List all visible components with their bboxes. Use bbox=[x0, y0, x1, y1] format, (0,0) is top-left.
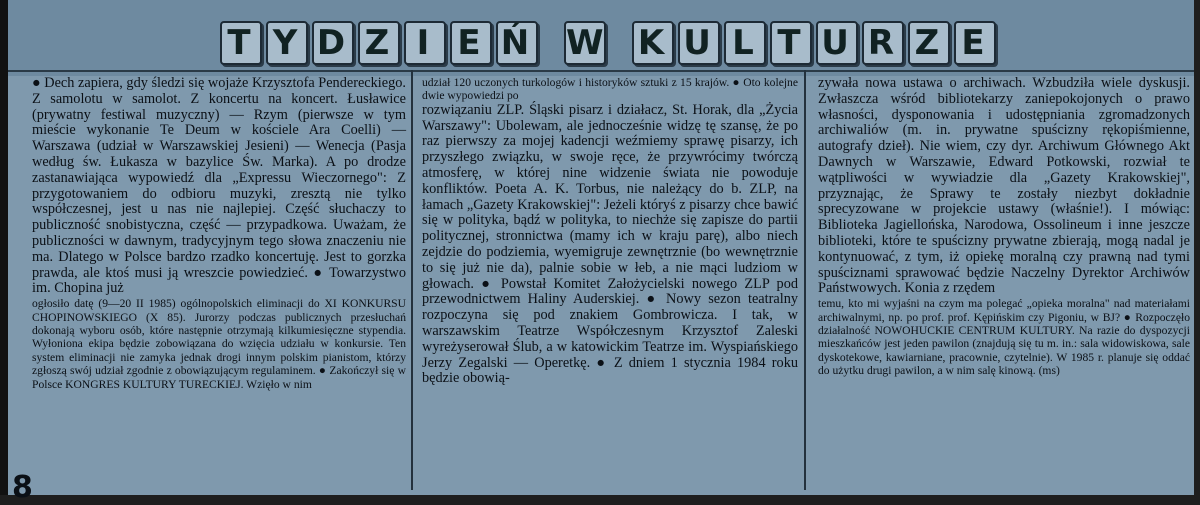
page-edge bbox=[0, 0, 8, 495]
title-letter: Z bbox=[908, 21, 950, 65]
column-2-small-text: udział 120 uczonych turkologów i historyków sztuki z 15 krajów. ● Oto kolejne dwie wypowiedzi po bbox=[422, 76, 798, 103]
title-letter: E bbox=[450, 21, 492, 65]
column-3-small-text: temu, kto mi wyjaśni na czym ma polegać „opieka moralna" nad materiałami archiwalnymi, np. po prof. prof. Kępińskim czy Pigoniu, w BJ? ● Rozpoczęło działalność NOWOHUCKIE CENTRUM KULTURY. Na razie do dyspozycji mieszkańców jest jeden pawilon (znajdują się tu m. in.: sala widowiskowa, sale dyskotekowe, kawiarniane, pracownie, czytelnie). W 1985 r. planuje się oddać do użytku drugi pawilon, a w nim salę kinową. (ms) bbox=[818, 297, 1190, 378]
title-letter: T bbox=[770, 21, 812, 65]
title-letter: R bbox=[862, 21, 904, 65]
column-1 bbox=[32, 76, 406, 481]
title-letter: L bbox=[724, 21, 766, 65]
title-letter: Y bbox=[266, 21, 308, 65]
title-letter: T bbox=[220, 21, 262, 65]
page-title bbox=[220, 22, 1020, 64]
column-1-small-text: ogłosiło datę (9—20 II 1985) ogólnopolskich eliminacji do XI KONKURSU CHOPINOWSKIEGO (X 85). Jurorzy podczas publicznych przesłuchań dokonają wyboru osób, które następnie otrzymają kilkumiesięczne stypendia. Wyłoniona ekipa będzie zobowiązana do wzięcia udziału w konkursie. Ten system eliminacji nie zamyka jednak drogi innym polskim pianistom, którzy zgłoszą swój udział zgodnie z obowiązującym regulaminem. ● Zakończył się w Polsce KONGRES KULTURY TURECKIEJ. Wzięło w nim bbox=[32, 297, 406, 391]
title-letter: I bbox=[404, 21, 446, 65]
column-2 bbox=[422, 76, 798, 481]
column-3-text: zywała nowa ustawa o archiwach. Wzbudziła wiele dyskusji. Zwłaszcza wśród bibliotekarzy zaniepokojonych o prawo własności, dysponowania i udostępniania zgromadzonych archiwaliów (m. in. prywatne spuścizny rękopiśmienne, autografy dzieł). Nie wiem, czy dyr. Archiwum Głównego Akt Dawnych w Warszawie, Edward Potkowski, rozwiał te wątpliwości w wywiadzie dla „Gazety Krakowskiej", przyznając, że Sprawy te zostały niezbyt dokładnie sprecyzowane w projekcie ustawy (właśnie!). I mówiąc: Biblioteka Jagiellońska, Narodowa, Ossolineum i inne jeszcze biblioteki, które te spuścizny prywatne zbierają, mogą nadal je kontynuować, z tym, iż opiekę moralną czy prawną nad tymi spuściznami sprawować będzie Naczelny Dyrektor Archiwów Państwowych. Konia z rzędem bbox=[818, 75, 1190, 297]
title-letter: K bbox=[632, 21, 674, 65]
page-number: 8 bbox=[12, 470, 33, 505]
title-letter: Z bbox=[358, 21, 400, 65]
header-band bbox=[8, 0, 1194, 76]
title-letter: D bbox=[312, 21, 354, 65]
title-letter: E bbox=[954, 21, 996, 65]
column-3 bbox=[818, 76, 1190, 481]
column-2-text: rozwiązaniu ZLP. Śląski pisarz i działacz, St. Horak, dla „Życia Warszawy": Ubolewam, ale jednocześnie widzę tę szansę, że po raz pierwszy za mojej kadencji weźmiemy sprawę pisarzy, ich przyszłego związku, w swoje ręce, że przywrócimy twórczą atmosferę, w której nine widzenie świata nie powoduje konfliktów. Poeta A. K. Torbus, nie należący do b. ZLP, na łamach „Gazety Krakowskiej": Jeżeli któryś z pisarzy chce bawić się w polityka, bądź w polityka, to niechże się zapisze do partii politycznej, stronnictwa (mamy ich w kraju parę), albo niech zejdzie do podziemia, wyemigruje zewnętrznie (bo wewnętrznie to się już nie da), palnie sobie w łeb, a nie mąci ludziom w głowach. ● Powstał Komitet Założycielski nowego ZLP pod przewodnictwem Haliny Auderskiej. ● Nowy sezon teatralny rozpoczyna się pod znakiem Gombrowicza. I tak, w warszawskim Teatrze Współczesnym Krzysztof Zaleski wyreżyserował Ślub, a w katowickim Teatrze im. Wyspiańskiego Jerzy Zegalski — Operetkę. ● Z dniem 1 stycznia 1984 roku będzie obowią- bbox=[422, 101, 798, 387]
column-1-text: ● Dech zapiera, gdy śledzi się wojaże Krzysztofa Pendereckiego. Z samolotu w samolot. Z koncertu na koncert. Łusławice (prywatny festiwal muzyczny) — Rzym (pierwsze w tym mieście wykonanie Te Deum w kościele Ara Coelli) — Warszawa (udział w Warszawskiej Jesieni) — Wenecja (Pasja według św. Łukasza w bazylice Św. Marka). A po drodze zastanawiająca wypowiedź dla „Expressu Wieczornego": Z przygotowaniem do odbioru muzyki, zresztą nie tylko współczesnej, jest u nas nie najlepiej. Część słuchaczy to publiczność snobistyczna, część — przypadkowa. Uważam, że publiczności w dawnym, tradycyjnym tego słowa znaczeniu nie ma. Dlatego w Polsce bardzo rzadko koncertuję. Jest to gorzka prawda, ale ktoś musi ją wreszcie powiedzieć. ● Towarzystwo im. Chopina już bbox=[32, 75, 406, 297]
title-letter: W bbox=[566, 23, 608, 63]
column-rule bbox=[804, 70, 806, 490]
newspaper-page bbox=[8, 0, 1194, 505]
title-letter: U bbox=[678, 21, 720, 65]
title-letter: Ń bbox=[496, 21, 538, 65]
column-rule bbox=[411, 70, 413, 490]
title-letter: U bbox=[816, 21, 858, 65]
header-rule bbox=[8, 70, 1194, 72]
